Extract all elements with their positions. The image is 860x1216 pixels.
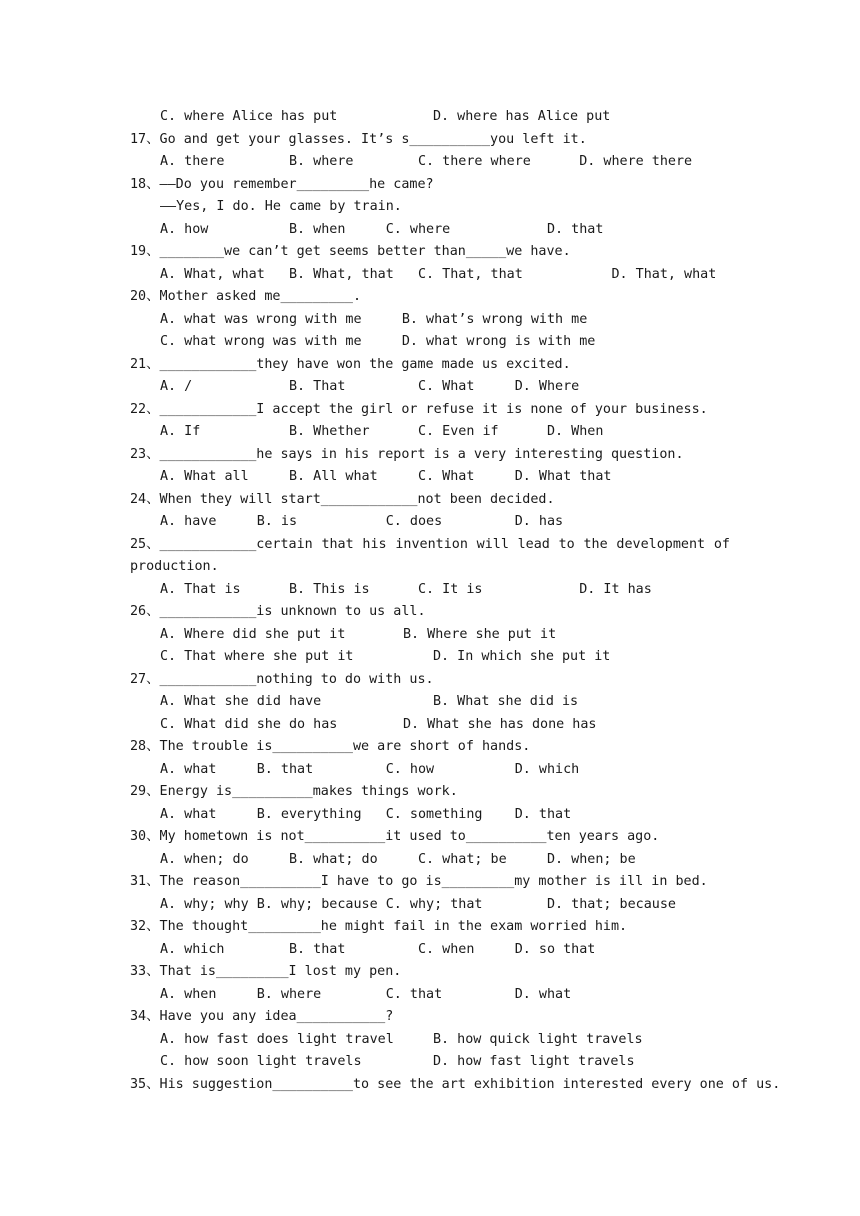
options-line	[160, 1031, 643, 1049]
option-text: ——Yes, I do. He came by train.	[160, 199, 402, 214]
question-text: 29、Energy is__________makes things work.	[130, 784, 458, 799]
question-line	[130, 536, 730, 554]
question-text: 19、________we can’t get seems better than_____we have.	[130, 244, 571, 259]
question-line	[130, 288, 361, 306]
question-line	[130, 1076, 780, 1094]
question-text: 23、____________he says in his report is a very interesting question.	[130, 447, 684, 462]
word: of	[713, 537, 730, 552]
option-text: A. how B. when C. where D. that	[160, 222, 604, 237]
option-text: D. where has Alice put	[433, 109, 611, 124]
question-line	[130, 401, 708, 419]
word: his	[362, 537, 387, 552]
question-text: 35、His suggestion__________to see the art exhibition interested every one of us.	[130, 1077, 781, 1092]
option-text: A. which B. that C. when D. so that	[160, 942, 596, 957]
question-text: 33、That is_________I lost my pen.	[130, 964, 402, 979]
question-text: 27、____________nothing to do with us.	[130, 672, 434, 687]
option-text: A. when; do B. what; do C. what; be D. when; be	[160, 852, 636, 867]
question-text: 34、Have you any idea___________?	[130, 1009, 394, 1024]
options-line	[160, 648, 611, 666]
question-line	[130, 491, 555, 509]
option-text: B. Where she put it	[403, 627, 557, 642]
question-line	[130, 918, 627, 936]
word: development	[616, 537, 706, 552]
options-line	[160, 716, 597, 734]
option-text: A. why; why B. why; because C. why; that D. that; because	[160, 897, 676, 912]
options-line	[160, 581, 652, 599]
option-text: D. In which she put it	[433, 649, 611, 664]
word: invention	[395, 537, 468, 552]
question-line	[130, 356, 571, 374]
option-text: A. what B. everything C. something D. that	[160, 807, 572, 822]
option-text: C. That where she put it	[160, 649, 354, 664]
question-line	[130, 783, 458, 801]
options-line	[160, 986, 571, 1004]
question-line	[130, 873, 708, 891]
question-text: 24、When they will start____________not been decided.	[130, 492, 555, 507]
question-text: 32、The thought_________he might fail in the exam worried him.	[130, 919, 628, 934]
option-text: B. how quick light travels	[433, 1032, 643, 1047]
options-line	[160, 468, 611, 486]
word: will	[476, 537, 509, 552]
option-text: D. how fast light travels	[433, 1054, 635, 1069]
options-line	[160, 941, 595, 959]
question-line	[130, 131, 587, 149]
options-line	[160, 198, 402, 216]
word: to	[558, 537, 575, 552]
question-line	[130, 558, 219, 576]
question-text: production.	[130, 559, 219, 574]
question-text: 30、My hometown is not__________it used to__________ten years ago.	[130, 829, 660, 844]
question-line	[130, 243, 571, 261]
options-line	[160, 761, 579, 779]
question-text: 20、Mother asked me_________.	[130, 289, 362, 304]
options-line	[160, 153, 692, 171]
options-line	[160, 108, 611, 126]
question-text: 28、The trouble is__________we are short of hands.	[130, 739, 531, 754]
option-text: C. what wrong was with me D. what wrong is with me	[160, 334, 596, 349]
question-line	[130, 738, 530, 756]
word: the	[583, 537, 608, 552]
options-line	[160, 693, 579, 711]
options-line	[160, 311, 587, 329]
option-text: C. What did she do has	[160, 717, 338, 732]
options-line	[160, 423, 603, 441]
question-text: 26、____________is unknown to us all.	[130, 604, 426, 619]
option-text: A. when B. where C. that D. what	[160, 987, 572, 1002]
option-text: A. Where did she put it	[160, 627, 346, 642]
option-text: A. have B. is C. does D. has	[160, 514, 564, 529]
options-line	[160, 851, 636, 869]
question-line	[130, 1008, 393, 1026]
option-text: A. what was wrong with me B. what’s wrong with me	[160, 312, 588, 327]
question-line	[130, 176, 434, 194]
question-text: 22、____________I accept the girl or refuse it is none of your business.	[130, 402, 708, 417]
option-text: C. where Alice has put	[160, 109, 338, 124]
option-text: A. What she did have	[160, 694, 322, 709]
option-text: D. What she has done has	[403, 717, 597, 732]
option-text: A. / B. That C. What D. Where	[160, 379, 580, 394]
option-text: A. how fast does light travel	[160, 1032, 394, 1047]
question-text: 17、Go and get your glasses. It’s s__________you left it.	[130, 132, 587, 147]
question-line	[130, 828, 659, 846]
word: that	[321, 537, 354, 552]
options-line	[160, 513, 563, 531]
option-text: A. That is B. This is C. It is D. It has	[160, 582, 652, 597]
question-line	[130, 603, 426, 621]
question-text: 21、____________they have won the game made us excited.	[130, 357, 571, 372]
options-line	[160, 333, 595, 351]
question-line	[130, 671, 434, 689]
question-line	[130, 963, 401, 981]
option-text: C. how soon light travels	[160, 1054, 362, 1069]
options-line	[160, 626, 557, 644]
question-line	[130, 446, 684, 464]
options-line	[160, 221, 603, 239]
options-line	[160, 1053, 635, 1071]
option-text: A. there B. where C. there where D. where there	[160, 154, 693, 169]
options-line	[160, 896, 676, 914]
options-line	[160, 266, 716, 284]
option-text: A. If B. Whether C. Even if D. When	[160, 424, 604, 439]
question-text: 18、——Do you remember_________he came?	[130, 177, 434, 192]
option-text: B. What she did is	[433, 694, 579, 709]
option-text: A. What, what B. What, that C. That, that D. That, what	[160, 267, 717, 282]
options-line	[160, 378, 579, 396]
option-text: A. what B. that C. how D. which	[160, 762, 580, 777]
word: 25、____________certain	[130, 537, 313, 552]
option-text: A. What all B. All what C. What D. What that	[160, 469, 612, 484]
question-text: 31、The reason__________I have to go is_________my mother is ill in bed.	[130, 874, 708, 889]
word: lead	[517, 537, 550, 552]
options-line	[160, 806, 571, 824]
